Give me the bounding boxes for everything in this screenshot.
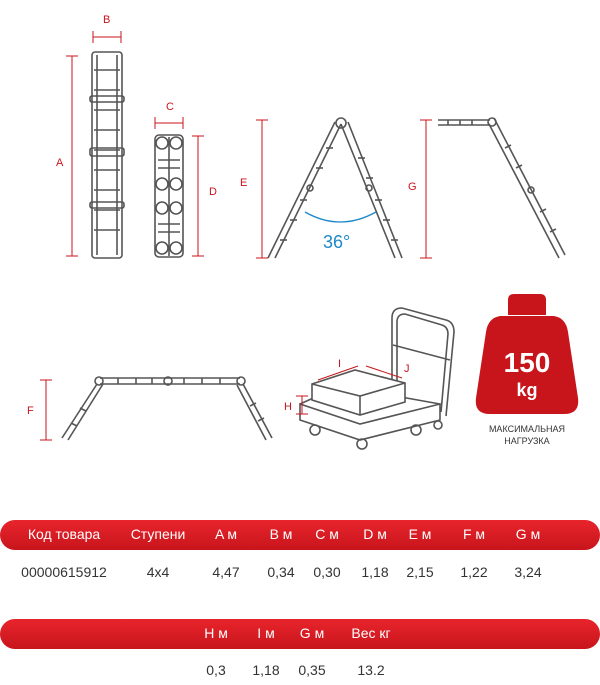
dimension-c <box>155 117 183 129</box>
angled-ladder-figure <box>438 118 565 258</box>
value-a: 4,47 <box>212 564 240 580</box>
label-g: G <box>408 181 417 193</box>
header-e: E м <box>408 526 432 542</box>
header-a: A м <box>214 526 238 542</box>
label-h: H <box>284 401 292 413</box>
label-e: E <box>240 177 248 189</box>
dimension-g <box>420 120 432 258</box>
weight-icon <box>476 294 578 414</box>
weight-value: 150 <box>503 347 551 378</box>
label-b: B <box>103 14 111 26</box>
header-c: C м <box>315 526 339 542</box>
straight-ladder-figure <box>90 52 124 258</box>
label-a: A <box>56 157 64 169</box>
value-sku: 00000615912 <box>21 564 107 580</box>
value-f: 1,22 <box>460 564 488 580</box>
load-caption-line2: НАГРУЗКА <box>504 436 550 446</box>
angle-label: 36° <box>323 232 351 252</box>
value-d: 1,18 <box>361 564 389 580</box>
spec-header-bar-1 <box>0 520 600 550</box>
header-sku: Код товара <box>27 526 101 542</box>
weight-unit: kg <box>516 380 538 400</box>
spec-header-bar-2 <box>0 619 600 649</box>
value-weight: 13.2 <box>357 662 385 678</box>
label-f: F <box>27 405 34 417</box>
header-d: D м <box>363 526 387 542</box>
value-g2: 0,35 <box>298 662 326 678</box>
dimension-a <box>66 56 78 256</box>
dimension-f <box>40 380 52 440</box>
dimension-h <box>296 396 308 414</box>
value-b: 0,34 <box>267 564 295 580</box>
angle-arc <box>305 212 376 222</box>
dimension-e <box>256 120 268 258</box>
load-caption-line1: МАКСИМАЛЬНАЯ <box>488 424 566 434</box>
dimension-d <box>192 136 204 256</box>
header-weight: Вес кг <box>351 625 391 641</box>
label-j: J <box>404 363 410 375</box>
value-steps: 4x4 <box>146 564 170 580</box>
header-g2: G м <box>299 625 325 641</box>
header-steps: Ступени <box>130 526 186 542</box>
folded-ladder-figure <box>155 135 183 257</box>
label-i: I <box>338 358 342 370</box>
label-d: D <box>209 186 217 198</box>
value-c: 0,30 <box>313 564 341 580</box>
header-g: G м <box>515 526 541 542</box>
label-c: C <box>166 101 174 113</box>
header-i: I м <box>257 625 275 641</box>
value-g: 3,24 <box>514 564 542 580</box>
header-b: B м <box>269 526 293 542</box>
value-i: 1,18 <box>252 662 280 678</box>
scaffold-figure <box>62 377 272 440</box>
value-e: 2,15 <box>406 564 434 580</box>
header-f: F м <box>462 526 486 542</box>
header-h: H м <box>204 625 228 641</box>
value-h: 0,3 <box>206 662 226 678</box>
dimension-b <box>93 31 121 43</box>
